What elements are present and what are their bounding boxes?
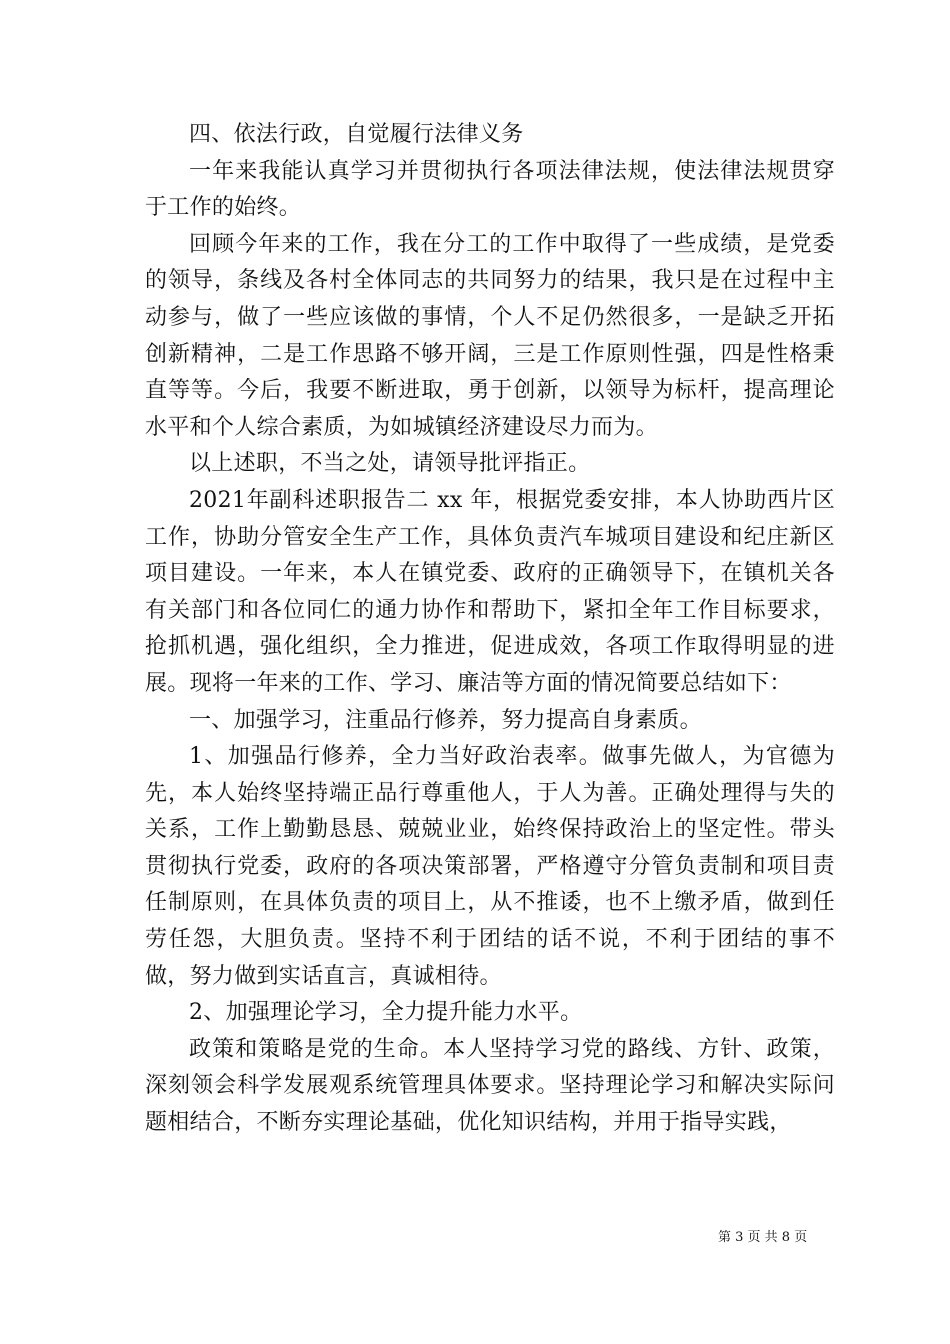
- paragraph-report-two-intro: 2021年副科述职报告二 xx 年，根据党委安排，本人协助西片区工作，协助分管安全生产工作，具体负责汽车城项目建设和纪庄新区项目建设。一年来，本人在镇党委、政府的正确领导下，在镇机关各有关部门和各位同仁的通力协作和帮助下，紧扣全年工作目标要求，抢抓机遇，强化组织，全力推进，促进成效，各项工作取得明显的进展。现将一年来的工作、学习、廉洁等方面的情况简要总结如下：: [145, 487, 835, 696]
- paragraph-section-heading-4: 四、依法行政，自觉履行法律义务: [189, 122, 524, 147]
- paragraph-policy-study: 政策和策略是党的生命。本人坚持学习党的路线、方针、政策，深刻领会科学发展观系统管理具体要求。坚持理论学习和解决实际问题相结合，不断夯实理论基础，优化知识结构，并用于指导实践，: [145, 1036, 835, 1136]
- paragraph-theory-study-heading: 2、加强理论学习，全力提升能力水平。: [189, 1000, 583, 1026]
- paragraph-law-compliance: 一年来我能认真学习并贯彻执行各项法律法规，使法律法规贯穿于工作的始终。: [145, 158, 835, 221]
- paragraph-year-review: 回顾今年来的工作，我在分工的工作中取得了一些成绩，是党委的领导，条线及各村全体同志的共同努力的结果，我只是在过程中主动参与，做了一些应该做的事情，个人不足仍然很多，一是缺乏开拓创新精神，二是工作思路不够开阔，三是工作原则性强，四是性格秉直等等。今后，我要不断进取，勇于创新，以领导为标杆，提高理论水平和个人综合素质，为如城镇经济建设尽力而为。: [145, 231, 835, 440]
- paragraph-section-heading-1: 一、加强学习，注重品行修养，努力提高自身素质。: [189, 707, 702, 733]
- page-number-footer: 第 3 页 共 8 页: [718, 1230, 808, 1245]
- paragraph-closing-remark: 以上述职，不当之处，请领导批评指正。: [189, 451, 591, 477]
- body-text: [145, 117, 835, 1142]
- paragraph-conduct-cultivation: 1、加强品行修养，全力当好政治表率。做事先做人，为官德为先，本人始终坚持端正品行尊重他人，于人为善。正确处理得与失的关系，工作上勤勤恳恳、兢兢业业，始终保持政治上的坚定性。带头贯彻执行党委，政府的各项决策部署，严格遵守分管负责制和项目责任制原则，在具体负责的项目上，从不推诿，也不上缴矛盾，做到任劳任怨，大胆负责。坚持不利于团结的话不说，不利于团结的事不做，努力做到实话直言，真诚相待。: [145, 744, 835, 989]
